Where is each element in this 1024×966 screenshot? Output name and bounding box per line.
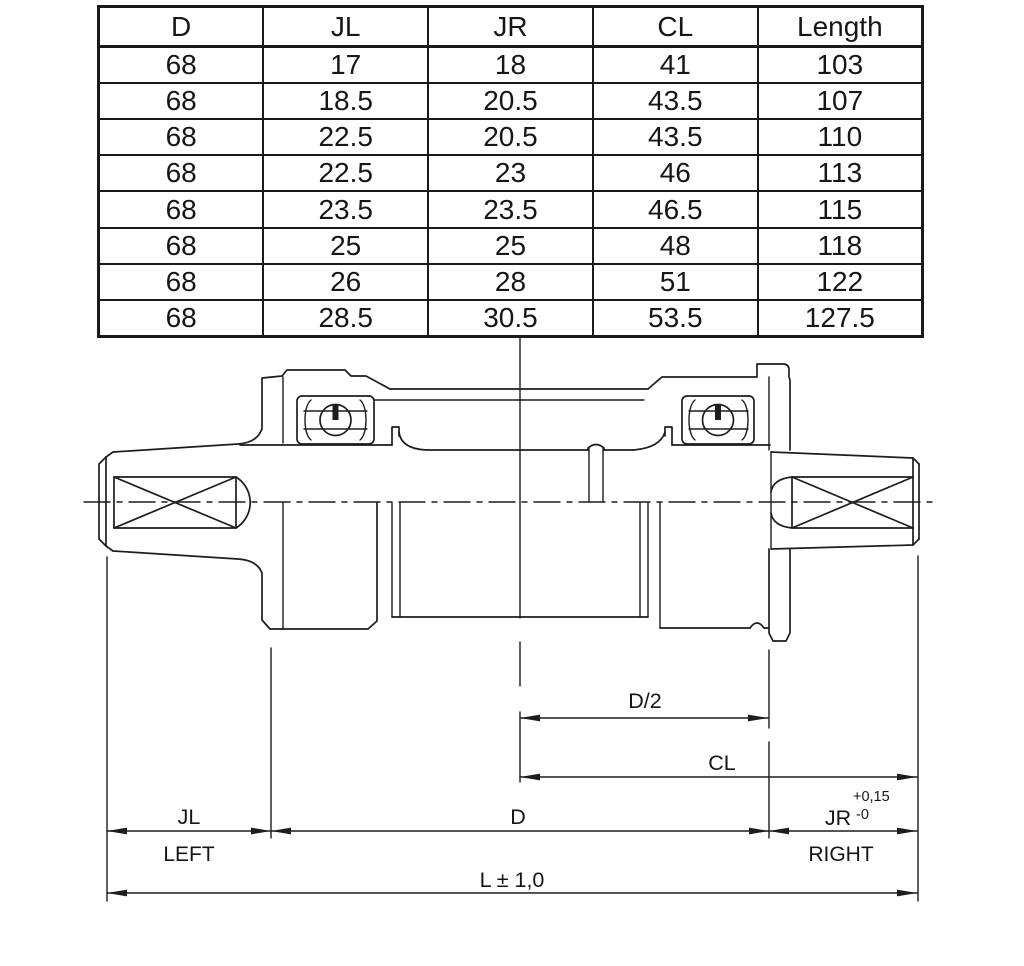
table-cell: 46.5 (593, 191, 758, 227)
table-cell: 25 (428, 228, 593, 264)
axle-left-shoulder (392, 427, 399, 445)
table-cell: 48 (593, 228, 758, 264)
table-cell: 30.5 (428, 300, 593, 337)
table-cell: 68 (99, 300, 264, 337)
axle-right-shoulder (665, 427, 672, 445)
table-cell: 22.5 (263, 119, 428, 155)
cup-left-bottom-ring (392, 503, 400, 617)
dim-label-cl: CL (708, 751, 736, 775)
table-cell: 23.5 (263, 191, 428, 227)
arrowhead (748, 715, 768, 722)
table-cell: 103 (758, 47, 923, 84)
spindle-right-bottom-contour (771, 539, 919, 549)
cup-left-bottom-block (260, 503, 377, 629)
table-cell: 20.5 (428, 119, 593, 155)
table-cell: 107 (758, 83, 923, 119)
bearing-right-pin (715, 404, 721, 420)
table-cell: 23 (428, 155, 593, 191)
col-header-length: Length (758, 7, 923, 47)
side-label-left: LEFT (163, 843, 215, 866)
col-header-jr: JR (428, 7, 593, 47)
table-cell: 127.5 (758, 300, 923, 337)
jr-tolerance-lower: -0 (856, 807, 869, 823)
table-cell: 23.5 (428, 191, 593, 227)
cup-left-flange-tab (260, 370, 390, 433)
arrowhead (897, 774, 917, 781)
axle-right-fillet (633, 432, 665, 450)
extension-lines (107, 556, 918, 901)
col-header-jl: JL (263, 7, 428, 47)
spindle-left (99, 433, 260, 569)
table-cell: 28 (428, 264, 593, 300)
table-cell: 68 (99, 119, 264, 155)
cup-right-flange-lip (769, 549, 790, 641)
table-cell: 43.5 (593, 83, 758, 119)
arrowhead (107, 828, 127, 835)
dim-label-d: D (510, 805, 526, 829)
table-cell: 110 (758, 119, 923, 155)
arrowhead (897, 890, 917, 897)
table-cell: 68 (99, 155, 264, 191)
arrowhead (520, 774, 540, 781)
arrowhead (749, 828, 769, 835)
table-cell: 18 (428, 47, 593, 84)
table-cell: 113 (758, 155, 923, 191)
table-cell: 68 (99, 191, 264, 227)
bearing-left-pin (333, 404, 339, 420)
table-cell: 46 (593, 155, 758, 191)
table-cell: 68 (99, 264, 264, 300)
arrowhead (251, 828, 271, 835)
jr-tolerance-upper: +0,15 (853, 789, 890, 805)
arrowhead (271, 828, 291, 835)
col-header-cl: CL (593, 7, 758, 47)
table-cell: 18.5 (263, 83, 428, 119)
table-cell: 17 (263, 47, 428, 84)
table-cell: 26 (263, 264, 428, 300)
centerlines (84, 337, 936, 782)
table-cell: 122 (758, 264, 923, 300)
table-cell: 22.5 (263, 155, 428, 191)
spindle-left-bottom-contour (106, 546, 260, 569)
spindle-right-top-contour (771, 452, 919, 464)
bearing-right (682, 396, 754, 444)
table-cell: 43.5 (593, 119, 758, 155)
spindle-left-top-contour (106, 433, 260, 457)
dimensions (107, 689, 917, 896)
arrowhead (897, 828, 917, 835)
cup-right-bottom-notch (750, 623, 764, 628)
arrowhead (107, 890, 127, 897)
table-cell: 41 (593, 47, 758, 84)
arrowhead (520, 715, 540, 722)
dim-label-jl: JL (177, 805, 201, 829)
dim-label-jr: JR (824, 806, 852, 830)
table-cell: 115 (758, 191, 923, 227)
axle-ring-bump-edges (589, 448, 603, 502)
cup-right-bottom-walls (640, 503, 660, 628)
axle-ring-bump (588, 445, 604, 451)
table-cell: 20.5 (428, 83, 593, 119)
table-cell: 68 (99, 83, 264, 119)
arrowhead (769, 828, 789, 835)
table-cell: 28.5 (263, 300, 428, 337)
side-label-right: RIGHT (808, 843, 874, 866)
axle-left-fillet (399, 432, 427, 450)
table-cell: 53.5 (593, 300, 758, 337)
bearing-left (297, 396, 374, 444)
table-cell: 25 (263, 228, 428, 264)
col-header-d: D (99, 7, 264, 47)
table-cell: 118 (758, 228, 923, 264)
dim-label-d-half: D/2 (628, 689, 662, 713)
shell-tube (374, 389, 648, 617)
table-cell: 51 (593, 264, 758, 300)
table-cell: 68 (99, 228, 264, 264)
dim-label-total-length: L ± 1,0 (479, 868, 545, 892)
axle-middle (427, 427, 770, 502)
table-cell: 68 (99, 47, 264, 84)
spindle-right (771, 452, 919, 549)
